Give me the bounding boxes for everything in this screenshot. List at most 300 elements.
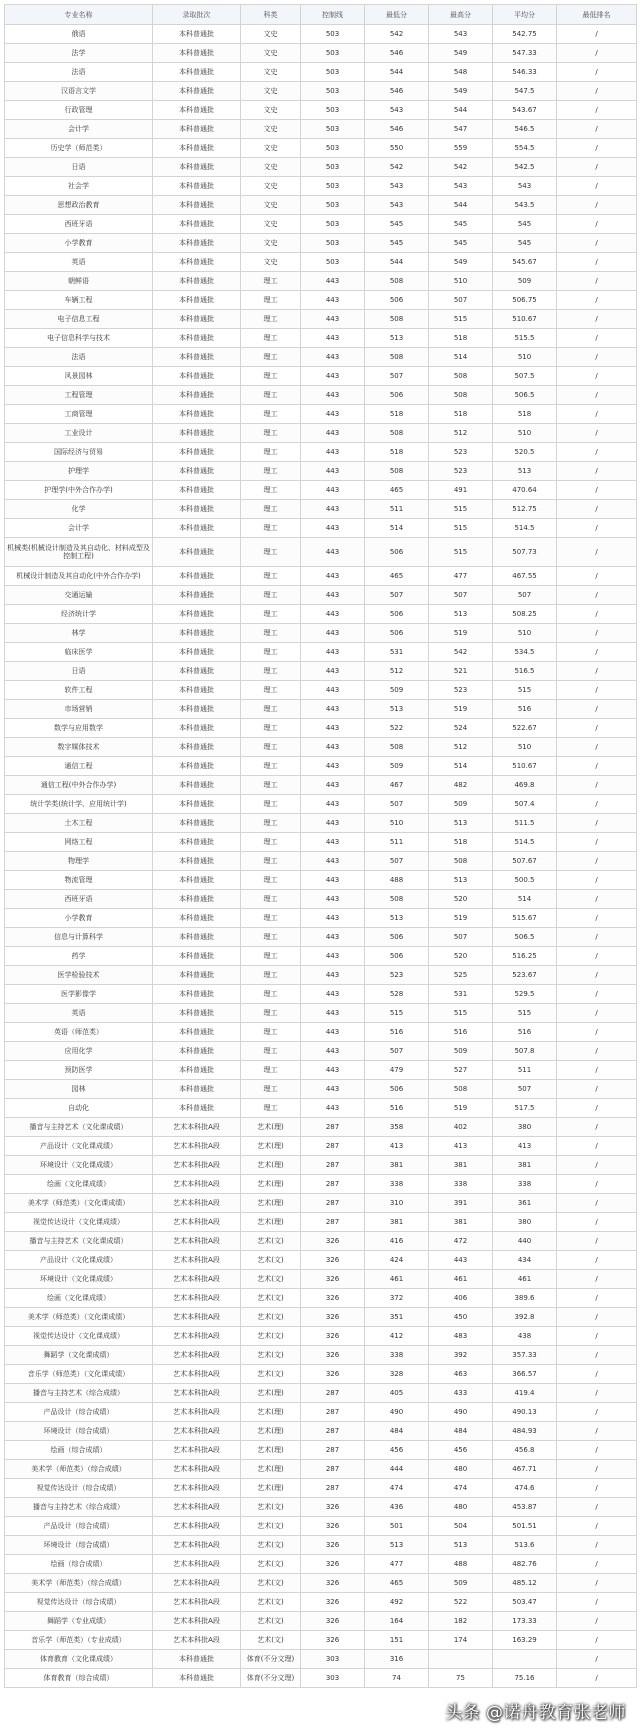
avg-score-cell: 511.5 [493,814,557,833]
min-rank-cell: / [557,158,637,177]
min-score-cell: 506 [365,1080,429,1099]
avg-score-cell: 434 [493,1251,557,1270]
min-score-cell: 514 [365,519,429,538]
batch-cell: 本科普通批 [153,272,241,291]
min-rank-cell: / [557,776,637,795]
avg-score-cell: 453.87 [493,1498,557,1517]
avg-score-cell: 506.5 [493,928,557,947]
max-score-cell: 549 [429,82,493,101]
avg-score-cell: 501.51 [493,1517,557,1536]
major-name-cell: 数学与应用数学 [5,719,153,738]
avg-score-cell [493,1650,557,1669]
min-score-cell: 310 [365,1194,429,1213]
batch-cell: 艺术本科批A段 [153,1137,241,1156]
max-score-cell: 75 [429,1669,493,1688]
batch-cell: 本科普通批 [153,795,241,814]
min-rank-cell: / [557,643,637,662]
control-line-cell: 443 [301,1099,365,1118]
batch-cell: 艺术本科批A段 [153,1118,241,1137]
table-row [5,177,637,196]
min-score-cell: 328 [365,1365,429,1384]
major-name-cell: 电子信息工程 [5,310,153,329]
min-score-cell: 474 [365,1479,429,1498]
max-score-cell: 520 [429,890,493,909]
header-control-line: 控制线 [301,5,365,25]
avg-score-cell: 514 [493,890,557,909]
batch-cell: 艺术本科批A段 [153,1232,241,1251]
avg-score-cell: 440 [493,1232,557,1251]
min-score-cell: 506 [365,624,429,643]
min-rank-cell: / [557,443,637,462]
max-score-cell: 512 [429,424,493,443]
table-row [5,1441,637,1460]
avg-score-cell: 507.8 [493,1042,557,1061]
max-score-cell: 381 [429,1213,493,1232]
min-rank-cell: / [557,253,637,272]
max-score-cell: 544 [429,101,493,120]
batch-cell: 本科普通批 [153,719,241,738]
control-line-cell: 443 [301,719,365,738]
batch-cell: 本科普通批 [153,82,241,101]
table-row [5,1631,637,1650]
control-line-cell: 443 [301,272,365,291]
control-line-cell: 287 [301,1460,365,1479]
control-line-cell: 443 [301,462,365,481]
min-rank-cell: / [557,624,637,643]
min-score-cell: 513 [365,909,429,928]
table-row [5,1327,637,1346]
category-cell: 理工 [241,814,301,833]
avg-score-cell: 513 [493,462,557,481]
table-row [5,481,637,500]
category-cell: 理工 [241,424,301,443]
min-score-cell: 512 [365,662,429,681]
major-name-cell: 音乐学（师范类）（专业成绩） [5,1631,153,1650]
min-score-cell: 456 [365,1441,429,1460]
category-cell: 艺术(文) [241,1327,301,1346]
batch-cell: 本科普通批 [153,776,241,795]
category-cell: 艺术(文) [241,1289,301,1308]
min-rank-cell: / [557,215,637,234]
batch-cell: 本科普通批 [153,177,241,196]
table-row [5,1308,637,1327]
category-cell: 理工 [241,985,301,1004]
control-line-cell: 326 [301,1327,365,1346]
control-line-cell: 287 [301,1422,365,1441]
min-score-cell: 501 [365,1517,429,1536]
control-line-cell: 443 [301,1080,365,1099]
major-name-cell: 历史学（师范类） [5,139,153,158]
batch-cell: 本科普通批 [153,985,241,1004]
watermark: 头条 @诺舟教育张老师 [445,1703,626,1723]
category-cell: 理工 [241,567,301,586]
table-row [5,928,637,947]
table-row [5,310,637,329]
min-score-cell: 545 [365,215,429,234]
max-score-cell: 507 [429,586,493,605]
category-cell: 艺术(理) [241,1137,301,1156]
table-row [5,1498,637,1517]
avg-score-cell: 515.67 [493,909,557,928]
min-score-cell: 412 [365,1327,429,1346]
category-cell: 理工 [241,643,301,662]
avg-score-cell: 545 [493,234,557,253]
batch-cell: 艺术本科批A段 [153,1270,241,1289]
major-name-cell: 日语 [5,662,153,681]
min-rank-cell: / [557,1593,637,1612]
min-rank-cell: / [557,1042,637,1061]
max-score-cell: 508 [429,852,493,871]
min-rank-cell: / [557,63,637,82]
min-rank-cell: / [557,586,637,605]
avg-score-cell: 507.67 [493,852,557,871]
min-rank-cell: / [557,196,637,215]
major-name-cell: 护理学 [5,462,153,481]
avg-score-cell: 543.5 [493,196,557,215]
category-cell: 理工 [241,386,301,405]
header-min-score: 最低分 [365,5,429,25]
batch-cell: 艺术本科批A段 [153,1403,241,1422]
category-cell: 艺术(理) [241,1403,301,1422]
table-row [5,1460,637,1479]
batch-cell: 本科普通批 [153,1650,241,1669]
table-row [5,586,637,605]
max-score-cell: 515 [429,1004,493,1023]
min-rank-cell: / [557,738,637,757]
min-rank-cell: / [557,1631,637,1650]
major-name-cell: 西班牙语 [5,890,153,909]
max-score-cell: 504 [429,1517,493,1536]
min-rank-cell: / [557,481,637,500]
control-line-cell: 443 [301,852,365,871]
major-name-cell: 物理学 [5,852,153,871]
min-rank-cell: / [557,719,637,738]
min-rank-cell: / [557,1574,637,1593]
control-line-cell: 326 [301,1251,365,1270]
control-line-cell: 287 [301,1194,365,1213]
major-name-cell: 国际经济与贸易 [5,443,153,462]
min-score-cell: 546 [365,120,429,139]
control-line-cell: 443 [301,443,365,462]
min-rank-cell: / [557,500,637,519]
min-rank-cell: / [557,1346,637,1365]
table-row [5,1175,637,1194]
category-cell: 文史 [241,177,301,196]
control-line-cell: 303 [301,1669,365,1688]
min-score-cell: 444 [365,1460,429,1479]
avg-score-cell: 514.5 [493,519,557,538]
control-line-cell: 443 [301,700,365,719]
table-row [5,424,637,443]
min-rank-cell: / [557,272,637,291]
category-cell: 体育(不分文理) [241,1650,301,1669]
batch-cell: 艺术本科批A段 [153,1194,241,1213]
table-row [5,405,637,424]
avg-score-cell: 456.8 [493,1441,557,1460]
batch-cell: 本科普通批 [153,852,241,871]
major-name-cell: 统计学类(统计学、应用统计学) [5,795,153,814]
category-cell: 艺术(文) [241,1498,301,1517]
major-name-cell: 会计学 [5,120,153,139]
major-name-cell: 美术学（师范类）（综合成绩） [5,1460,153,1479]
batch-cell: 本科普通批 [153,681,241,700]
table-row [5,757,637,776]
control-line-cell: 443 [301,329,365,348]
control-line-cell: 326 [301,1346,365,1365]
control-line-cell: 303 [301,1650,365,1669]
min-score-cell: 510 [365,814,429,833]
min-rank-cell: / [557,662,637,681]
min-score-cell: 508 [365,272,429,291]
min-score-cell: 545 [365,234,429,253]
min-score-cell: 518 [365,443,429,462]
min-score-cell: 507 [365,586,429,605]
major-name-cell: 应用化学 [5,1042,153,1061]
batch-cell: 本科普通批 [153,101,241,120]
table-body [5,25,637,1688]
category-cell: 艺术(文) [241,1232,301,1251]
category-cell: 艺术(理) [241,1441,301,1460]
category-cell: 理工 [241,624,301,643]
batch-cell: 本科普通批 [153,196,241,215]
category-cell: 理工 [241,329,301,348]
batch-cell: 艺术本科批A段 [153,1251,241,1270]
min-score-cell: 506 [365,928,429,947]
avg-score-cell: 507.5 [493,367,557,386]
max-score-cell: 413 [429,1137,493,1156]
min-score-cell: 508 [365,462,429,481]
min-score-cell: 405 [365,1384,429,1403]
batch-cell: 艺术本科批A段 [153,1631,241,1650]
control-line-cell: 326 [301,1593,365,1612]
avg-score-cell: 467.71 [493,1460,557,1479]
max-score-cell: 519 [429,624,493,643]
table-header [5,5,637,25]
major-name-cell: 视觉传达设计（文化课成绩） [5,1213,153,1232]
category-cell: 理工 [241,1023,301,1042]
max-score-cell: 182 [429,1612,493,1631]
table-row [5,253,637,272]
category-cell: 艺术(文) [241,1270,301,1289]
control-line-cell: 443 [301,424,365,443]
min-rank-cell: / [557,1156,637,1175]
major-name-cell: 园林 [5,1080,153,1099]
control-line-cell: 287 [301,1441,365,1460]
batch-cell: 艺术本科批A段 [153,1365,241,1384]
table-row [5,814,637,833]
min-score-cell: 506 [365,947,429,966]
avg-score-cell: 518 [493,405,557,424]
min-score-cell: 164 [365,1612,429,1631]
category-cell: 艺术(文) [241,1631,301,1650]
min-rank-cell: / [557,1403,637,1422]
category-cell: 艺术(文) [241,1251,301,1270]
max-score-cell: 542 [429,158,493,177]
max-score-cell: 456 [429,1441,493,1460]
max-score-cell: 518 [429,405,493,424]
control-line-cell: 503 [301,139,365,158]
control-line-cell: 443 [301,348,365,367]
batch-cell: 本科普通批 [153,386,241,405]
min-rank-cell: / [557,519,637,538]
table-row [5,348,637,367]
min-rank-cell: / [557,1308,637,1327]
batch-cell: 艺术本科批A段 [153,1498,241,1517]
max-score-cell: 508 [429,367,493,386]
table-row [5,1403,637,1422]
min-score-cell: 542 [365,25,429,44]
control-line-cell: 287 [301,1213,365,1232]
admission-score-table [4,4,637,1688]
min-rank-cell: / [557,833,637,852]
category-cell: 文史 [241,25,301,44]
table-row [5,158,637,177]
avg-score-cell: 413 [493,1137,557,1156]
major-name-cell: 社会学 [5,177,153,196]
major-name-cell: 播音与主持艺术（综合成绩） [5,1384,153,1403]
batch-cell: 本科普通批 [153,329,241,348]
min-score-cell: 546 [365,82,429,101]
batch-cell: 本科普通批 [153,1080,241,1099]
table-row [5,1156,637,1175]
major-name-cell: 小学教育 [5,909,153,928]
major-name-cell: 体育教育（文化课成绩） [5,1650,153,1669]
max-score-cell: 338 [429,1175,493,1194]
category-cell: 理工 [241,833,301,852]
avg-score-cell: 545 [493,215,557,234]
batch-cell: 艺术本科批A段 [153,1175,241,1194]
category-cell: 文史 [241,44,301,63]
table-row [5,947,637,966]
table-row [5,1650,637,1669]
header-min-rank: 最低排名 [557,5,637,25]
control-line-cell: 326 [301,1555,365,1574]
category-cell: 理工 [241,909,301,928]
min-rank-cell: / [557,348,637,367]
category-cell: 理工 [241,481,301,500]
batch-cell: 艺术本科批A段 [153,1289,241,1308]
min-rank-cell: / [557,386,637,405]
avg-score-cell: 510.67 [493,757,557,776]
avg-score-cell: 506.5 [493,386,557,405]
avg-score-cell: 75.16 [493,1669,557,1688]
batch-cell: 艺术本科批A段 [153,1213,241,1232]
major-name-cell: 视觉传达设计（综合成绩） [5,1479,153,1498]
avg-score-cell: 380 [493,1118,557,1137]
max-score-cell: 523 [429,462,493,481]
max-score-cell: 525 [429,966,493,985]
avg-score-cell: 509 [493,272,557,291]
control-line-cell: 287 [301,1175,365,1194]
min-score-cell: 523 [365,966,429,985]
avg-score-cell: 529.5 [493,985,557,1004]
max-score-cell: 174 [429,1631,493,1650]
control-line-cell: 287 [301,1384,365,1403]
category-cell: 文史 [241,196,301,215]
min-score-cell: 508 [365,424,429,443]
min-rank-cell: / [557,1061,637,1080]
min-rank-cell: / [557,928,637,947]
control-line-cell: 503 [301,82,365,101]
batch-cell: 本科普通批 [153,928,241,947]
batch-cell: 本科普通批 [153,538,241,567]
header-max-score: 最高分 [429,5,493,25]
control-line-cell: 443 [301,947,365,966]
category-cell: 艺术(文) [241,1555,301,1574]
min-score-cell: 511 [365,500,429,519]
batch-cell: 本科普通批 [153,25,241,44]
control-line-cell: 443 [301,567,365,586]
min-score-cell: 544 [365,253,429,272]
batch-cell: 艺术本科批A段 [153,1517,241,1536]
max-score-cell: 482 [429,776,493,795]
table-row [5,567,637,586]
batch-cell: 本科普通批 [153,700,241,719]
table-row [5,833,637,852]
category-cell: 文史 [241,101,301,120]
major-name-cell: 美术学（师范类）（文化课成绩） [5,1194,153,1213]
avg-score-cell: 546.33 [493,63,557,82]
major-name-cell: 工业设计 [5,424,153,443]
table-row [5,1080,637,1099]
avg-score-cell: 507 [493,586,557,605]
control-line-cell: 443 [301,757,365,776]
batch-cell: 本科普通批 [153,966,241,985]
min-rank-cell: / [557,966,637,985]
max-score-cell: 461 [429,1270,493,1289]
min-rank-cell: / [557,1479,637,1498]
category-cell: 艺术(文) [241,1574,301,1593]
control-line-cell: 443 [301,1023,365,1042]
avg-score-cell: 357.33 [493,1346,557,1365]
max-score-cell: 509 [429,1574,493,1593]
min-score-cell: 513 [365,1536,429,1555]
table-row [5,1517,637,1536]
table-row [5,1194,637,1213]
category-cell: 理工 [241,500,301,519]
table-row [5,1555,637,1574]
min-score-cell: 416 [365,1232,429,1251]
batch-cell: 本科普通批 [153,1042,241,1061]
category-cell: 理工 [241,738,301,757]
category-cell: 文史 [241,63,301,82]
min-score-cell: 465 [365,481,429,500]
header-major-name: 专业名称 [5,5,153,25]
max-score-cell: 549 [429,44,493,63]
min-score-cell: 507 [365,367,429,386]
category-cell: 理工 [241,681,301,700]
table-row [5,139,637,158]
control-line-cell: 443 [301,738,365,757]
max-score-cell: 531 [429,985,493,1004]
category-cell: 理工 [241,662,301,681]
min-score-cell: 492 [365,1593,429,1612]
min-rank-cell: / [557,1441,637,1460]
avg-score-cell: 438 [493,1327,557,1346]
category-cell: 理工 [241,367,301,386]
max-score-cell: 542 [429,643,493,662]
min-score-cell: 531 [365,643,429,662]
min-rank-cell: / [557,700,637,719]
category-cell: 理工 [241,871,301,890]
control-line-cell: 503 [301,158,365,177]
major-name-cell: 绘画（综合成绩） [5,1555,153,1574]
batch-cell: 本科普通批 [153,519,241,538]
avg-score-cell: 520.5 [493,443,557,462]
min-rank-cell: / [557,82,637,101]
table-row [5,234,637,253]
major-name-cell: 法语 [5,348,153,367]
